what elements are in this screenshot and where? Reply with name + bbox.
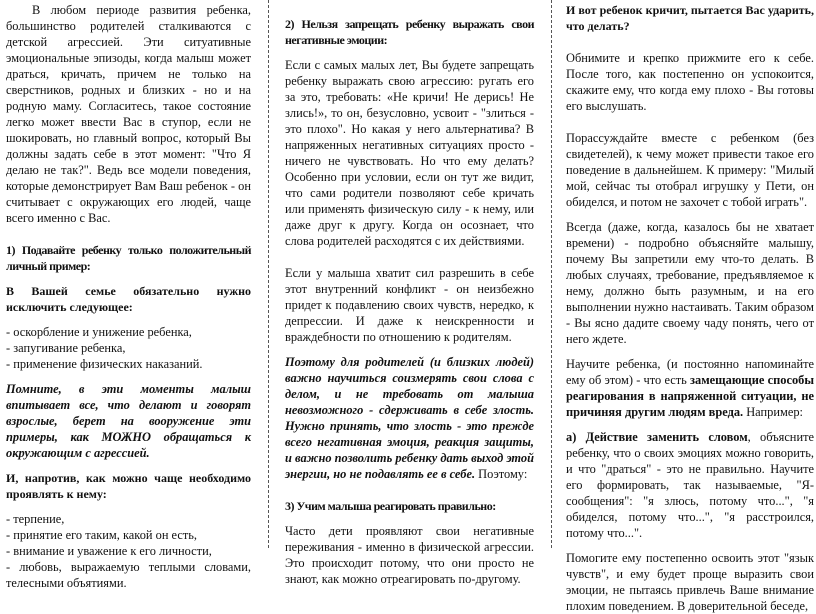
column-1 <box>0 0 256 590</box>
paragraph <box>566 429 814 541</box>
paragraph: Обнимите и крепко прижмите его к себе. После того, как постепенно он успокоится, скажите ему, что когда ему плохо - Вы готовы его выслушать. <box>566 51 814 113</box>
bold-text: а) Действие заменить словом <box>566 430 748 444</box>
column-divider <box>268 0 269 548</box>
intro-paragraph: В любом периоде развития ребенка, большинство родителей сталкиваются с детской агрессией. Эти ситуативные эмоциональные эпизоды, когда малыш может драться, кричать, причем не только на сверстников, родных и близких - но и на родную маму. Согласитесь, такое состояние легко может ввести Вас в ступор, если не шокировать, но главный вопрос, который Вы должны задать себе в этот момент: "Что Я делаю не так?". Ведь все модели поведения, которые демонстрирует Вам Ваш ребенок - он считывает с окружающих его людей, чаще всего именно с Вас. <box>6 3 251 225</box>
text-run: Научите ребенка, (и постоянно напоминайте ему об этом) - что есть <box>566 357 814 387</box>
paragraph: Если с самых малых лет, Вы будете запрещать ребенку выражать свою агрессию: ругать его за это, требовать: «Не кричи! Не дерись! Не злись!», то он, безусловно, усвоит - "злиться - это плохо". Но какая у него альтернатива? В напряженных негативных ситуациях просто - ничего не чувствовать. Но что ему делать? Особенно при условии, если он тут же видит, что сами родители позволяют себе кричать или применять физическую силу - к нему, или даже друг к другу. Когда он осознает, что слова родителей расходятся с их действиями. <box>285 58 534 248</box>
heading-react-correctly: 3) Учим малыша реагировать правильно: <box>285 499 496 513</box>
column-divider <box>551 0 552 548</box>
emphasis-text: Поэтому для родителей (и близких людей) важно научиться соизмерять свои слова с делом, и не требовать от малыша невозможного - сдерживать в себе злость. Нужно принять, что злость - это прежде всего негативная эмоция, реакция защиты, и важно позволить ребенку дать выход этой энергии, но не подавлять ее в себе. <box>285 355 534 481</box>
column-2 <box>281 0 540 586</box>
paragraph <box>566 356 814 420</box>
paragraph: Порассуждайте вместе с ребенком (без свидетелей), к чему может привести такое его поведение в дальнейшем. К примеру: "Милый мой, сейчас ты отобрал игрушку у Пети, он обиделся, и потом не захочет с тобой играть". <box>566 131 814 209</box>
column-3 <box>562 0 816 613</box>
list-item: - любовь, выражаемую теплыми словами, телесными объятиями. <box>6 560 251 590</box>
paragraph-tail: Поэтому: <box>475 467 528 481</box>
list-item: - принятие его таким, какой он есть, <box>6 528 198 542</box>
list-item: - применение физических наказаний. <box>6 357 203 371</box>
subheading-exclude: В Вашей семье обязательно нужно исключить следующее: <box>6 284 251 314</box>
show-list <box>6 511 251 591</box>
reminder-note: Помните, в эти моменты малыш впитывает все, что делают и говорят взрослые, берет на вооружение эти примеры, как МОЖНО обращаться к окружающим с агрессией. <box>6 382 251 460</box>
exclude-list <box>6 324 251 372</box>
text-run: , объясните ребенку, что о своих эмоциях можно говорить, и что "драться" - это не правильно. Научите его формировать, так называемые, "Я-сообщения": "я злюсь, потому что...", "я обиделся, потому что...", "я расстроился, потому что...". <box>566 430 814 540</box>
paragraph: Всегда (даже, когда, казалось бы не хватает времени) - подробно объясняйте малышу, почему Вы запретили ему что-то делать. В любых случаях, требование, предъявляемое к нему, должно быть разумным, и на его выполнении нужно настаивать. Таким образом - Вы ясно дадите своему чаду понять, чего от него ждете. <box>566 220 814 346</box>
list-item: - терпение, <box>6 512 65 526</box>
list-item: - запугивание ребенка, <box>6 341 126 355</box>
heading-what-to-do: И вот ребенок кричит, пытается Вас ударить, что делать? <box>566 3 814 33</box>
list-item: - внимание и уважение к его личности, <box>6 544 212 558</box>
text-run: Например: <box>743 405 803 419</box>
emphasis-paragraph <box>285 354 534 482</box>
heading-negative-emotions: 2) Нельзя запрещать ребенку выражать свои негативные эмоции: <box>285 17 534 47</box>
paragraph: Часто дети проявляют свои негативные переживания - именно в физической агрессии. Это происходит потому, что они просто не знают, как можно отреагировать по-другому. <box>285 524 534 586</box>
heading-positive-example: 1) Подавайте ребенку только положительный личный пример: <box>6 243 251 273</box>
paragraph: Помогите ему постепенно освоить этот "язык чувств", и ему будет проще выразить свои эмоции, не пытаясь привлечь Ваше внимание плохим поведением. В доверительной беседе, <box>566 551 814 613</box>
bold-text: замещающие способы реагирования в напряженной ситуации, не причиняя другим людям вреда. <box>566 373 815 419</box>
subheading-show: И, напротив, как можно чаще необходимо проявлять к нему: <box>6 471 251 501</box>
list-item: - оскорбление и унижение ребенка, <box>6 325 192 339</box>
paragraph: Если у малыша хватит сил разрешить в себе этот внутренний конфликт - он неизбежно придет к подавлению своих чувств, нередко, к депрессии. И даже к неискренности и враждебности по отношению к родителям. <box>285 266 534 344</box>
